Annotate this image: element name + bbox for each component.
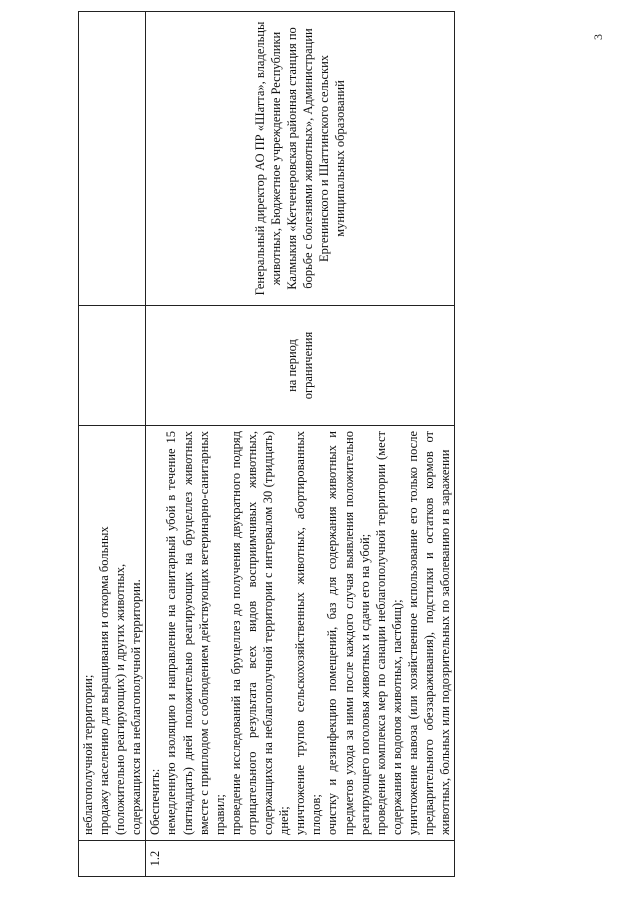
term-cell: на период ограничения [146,306,455,426]
text-line: продажу населению для выращивания и откорма больных [97,526,112,835]
document-content [78,12,578,877]
text-line: (положительно реагирующих) и других животных, [113,563,128,835]
measure-text-cell [79,426,146,841]
row-number-cell [79,841,146,877]
rotated-document [78,12,578,877]
paragraph: уничтожение трупов сельскохозяйственных животных, абортированных плодов; [293,431,324,835]
measure-text-cell [146,426,455,841]
page-number: 3 [591,34,605,40]
paragraph: очистку и дезинфекцию помещений, баз для содержания животных и предметов ухода за ними после каждого случая выявления положительно реагирующего поголовья животных и сдачи его на убой; [325,431,372,835]
paragraph: Обеспечить: [148,768,163,835]
paragraph: уничтожение навоза (или хозяйственное использование его только после предварительного обеззараживания), подстилки и остатков кормов от животных, больных или подозрительных по заболеванию и в заражении [405,431,453,835]
paragraph: проведение исследований на бруцеллез до получения двукратного подряд отрицательного результата всех видов восприимчивых животных, содержащихся на неблагополучной территории с интервалом 30 (тридцать) дней; [228,431,292,835]
measures-table [78,11,455,877]
row-number-cell: 1.2 [146,841,455,877]
paragraph: проведение комплекса мер по санации неблагополучной территории (мест содержания и водопоя животных, пастбищ); [373,431,404,835]
text-line: неблагополучной территории; [81,674,95,835]
table-row-continued [79,12,146,877]
table-row-1-2 [146,12,455,877]
text-line: содержащихся на неблагополучной территории. [129,579,144,835]
term-cell-empty [79,306,146,426]
responsible-cell: Генеральный директор АО ПР «Шатта», владельцы животных, Бюджетное учреждение Республики Калмыкия «Кетченеровская районная станция по борьбе с болезнями животных», Администрации Ергенинского и Шаттинского сельских муниципальных образований [146,12,455,306]
paragraph: немедленную изоляцию и направление на санитарный убой в течение 15 (пятнадцать) дней положительно реагирующих на бруцеллез животных вместе с приплодом с соблюдением действующих ветеринарно-санитарных правил; [164,431,227,835]
responsible-cell-empty [79,12,146,306]
